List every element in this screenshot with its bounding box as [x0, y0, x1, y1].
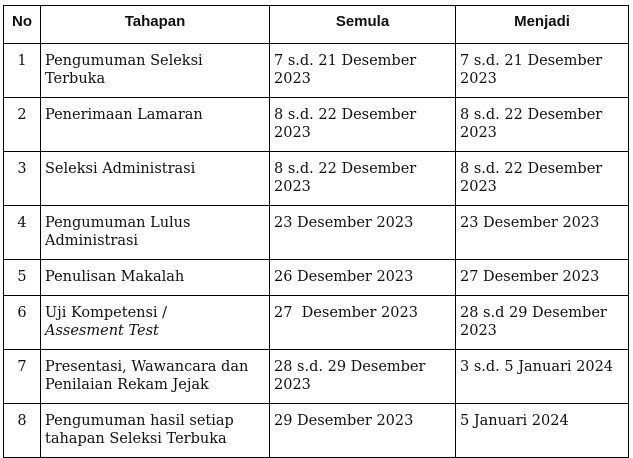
schedule-table [3, 5, 629, 458]
row-before: 23 Desember 2023 [270, 206, 456, 260]
row-number: 8 [4, 404, 41, 458]
row-after: 23 Desember 2023 [456, 206, 629, 260]
header-after: Menjadi [456, 6, 629, 44]
row-after: 7 s.d. 21 Desember 2023 [456, 44, 629, 98]
table-row [4, 260, 629, 296]
stage-text: Uji Kompetensi / [45, 305, 168, 321]
row-before: 7 s.d. 21 Desember 2023 [270, 44, 456, 98]
header-row [4, 6, 629, 44]
row-number: 2 [4, 98, 41, 152]
row-number: 3 [4, 152, 41, 206]
header-no: No [4, 6, 41, 44]
row-stage: Pengumuman hasil setiap tahapan Seleksi Terbuka [41, 404, 270, 458]
row-number: 4 [4, 206, 41, 260]
row-after: 28 s.d 29 Desember 2023 [456, 296, 629, 350]
table-row [4, 296, 629, 350]
row-number: 1 [4, 44, 41, 98]
row-before: 26 Desember 2023 [270, 260, 456, 296]
row-after: 8 s.d. 22 Desember 2023 [456, 98, 629, 152]
table-row [4, 350, 629, 404]
table-row [4, 44, 629, 98]
row-number: 6 [4, 296, 41, 350]
row-number: 5 [4, 260, 41, 296]
header-stage: Tahapan [41, 6, 270, 44]
row-after: 3 s.d. 5 Januari 2024 [456, 350, 629, 404]
row-stage: Seleksi Administrasi [41, 152, 270, 206]
row-after: 8 s.d. 22 Desember 2023 [456, 152, 629, 206]
row-after: 27 Desember 2023 [456, 260, 629, 296]
row-stage [41, 296, 270, 350]
row-stage: Pengumuman Lulus Administrasi [41, 206, 270, 260]
row-number: 7 [4, 350, 41, 404]
row-before: 8 s.d. 22 Desember 2023 [270, 152, 456, 206]
row-stage: Penulisan Makalah [41, 260, 270, 296]
table-row [4, 98, 629, 152]
row-stage: Presentasi, Wawancara dan Penilaian Rekam Jejak [41, 350, 270, 404]
table-row [4, 206, 629, 260]
row-before: 8 s.d. 22 Desember 2023 [270, 98, 456, 152]
header-before: Semula [270, 6, 456, 44]
row-stage: Penerimaan Lamaran [41, 98, 270, 152]
row-before: 29 Desember 2023 [270, 404, 456, 458]
stage-italic-text: Assesment Test [45, 323, 159, 339]
row-before: 27 Desember 2023 [270, 296, 456, 350]
table-row [4, 404, 629, 458]
row-before: 28 s.d. 29 Desember 2023 [270, 350, 456, 404]
row-after: 5 Januari 2024 [456, 404, 629, 458]
row-stage: Pengumuman Seleksi Terbuka [41, 44, 270, 98]
table-row [4, 152, 629, 206]
